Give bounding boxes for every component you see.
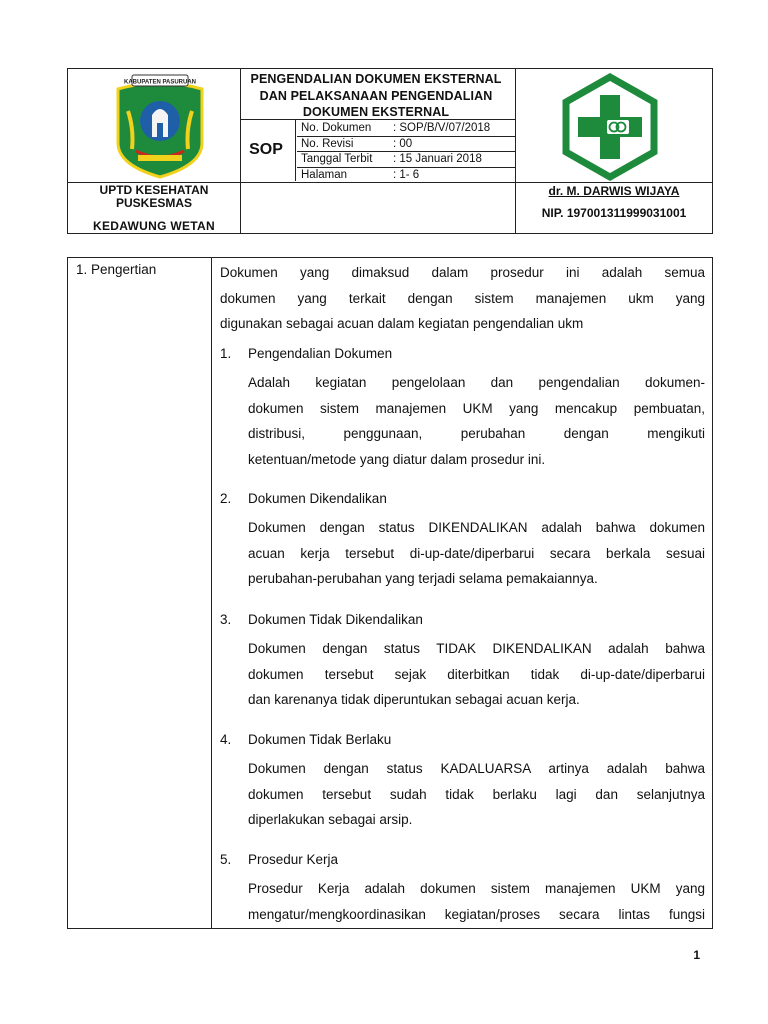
section-label: 1. Pengertian (76, 262, 157, 277)
text-line: Prosedur Kerja adalah dokumen sistem manajemen UKM yang (248, 881, 705, 896)
sop-body-table (67, 257, 713, 929)
text-line: acuan kerja tersebut di-up-date/diperbarui secara berkala sesuai (248, 545, 705, 561)
list-heading: Dokumen Tidak Berlaku (248, 732, 392, 747)
text-line: Dokumen dengan status KADALUARSA artinya adalah bahwa (248, 761, 705, 776)
text-line: mengatur/mengkoordinasikan kegiatan/proses secara lintas fungsi (248, 906, 705, 922)
text-line: dokumen sistem manajemen UKM yang mencakup pembuatan, (248, 400, 705, 416)
text-line: Dokumen dengan status TIDAK DIKENDALIKAN adalah bahwa (248, 641, 705, 656)
sop-header-table (67, 68, 713, 234)
meta-key: No. Dokumen (301, 122, 372, 134)
text-line: perubahan-perubahan yang terjadi selama pemakaiannya. (248, 571, 598, 586)
puskesmas-cross-logo (558, 73, 662, 181)
list-heading: Prosedur Kerja (248, 852, 339, 867)
list-description (248, 370, 705, 472)
kabupaten-pasuruan-crest-logo (108, 73, 212, 181)
meta-row-issue-date (297, 152, 515, 168)
divider (295, 119, 296, 181)
intro-paragraph (220, 260, 705, 337)
organization-line: UPTD KESEHATAN (99, 183, 209, 197)
list-description (248, 876, 705, 927)
text-line: diperlakukan sebagai arsip. (248, 812, 413, 827)
list-heading: Pengendalian Dokumen (248, 346, 393, 361)
signatory-name: dr. M. DARWIS WIJAYA (548, 184, 680, 198)
text-line: digunakan sebagai acuan dalam kegiatan pengendalian ukm (220, 316, 584, 331)
sop-label: SOP (249, 141, 283, 158)
list-number: 5. (220, 852, 232, 867)
meta-row-revision (297, 137, 515, 153)
meta-key: No. Revisi (301, 137, 354, 150)
list-description (248, 636, 705, 713)
meta-value: : 15 Januari 2018 (393, 153, 482, 165)
svg-text:KABUPATEN PASURUAN: KABUPATEN PASURUAN (124, 79, 196, 86)
text-line: Dokumen yang dimaksud dalam prosedur ini adalah semua (220, 265, 705, 280)
list-description (248, 515, 705, 592)
text-line: dokumen yang terkait dengan sistem manajemen ukm yang (220, 290, 705, 306)
text-line: Dokumen dengan status DIKENDALIKAN adalah bahwa dokumen (248, 520, 705, 535)
text-line: dan karenanya tidak diperuntukan sebagai acuan kerja. (248, 692, 580, 707)
list-number: 1. (220, 346, 232, 361)
meta-value: : 00 (393, 137, 413, 150)
meta-key: Tanggal Terbit (301, 153, 373, 165)
document-title: PENGENDALIAN DOKUMEN EKSTERNAL DAN PELAKSANAAN PENGENDALIAN DOKUMEN EKSTERNAL (250, 72, 502, 119)
text-line: ketentuan/metode yang diatur dalam prosedur ini. (248, 451, 546, 467)
text-line: Adalah kegiatan pengelolaan dan pengendalian dokumen- (248, 375, 705, 390)
list-description (248, 756, 705, 833)
list-number: 3. (220, 612, 232, 627)
text-line: distribusi, penggunaan, perubahan dengan mengikuti (248, 426, 705, 441)
meta-value: : 1- 6 (393, 168, 420, 181)
meta-row-page (297, 168, 515, 183)
document-meta-table (297, 121, 515, 182)
meta-value: : SOP/B/V/07/2018 (393, 122, 491, 134)
list-heading: Dokumen Tidak Dikendalikan (248, 612, 423, 627)
organization-line: KEDAWUNG WETAN (93, 219, 215, 233)
page-number: 1 (693, 948, 700, 962)
text-line: dokumen tersebut sejak diterbitkan tidak di-up-date/diperbarui (248, 666, 705, 682)
list-number: 4. (220, 732, 232, 747)
signatory-nip: NIP. 197001311999031001 (541, 206, 687, 220)
organization-line: PUSKESMAS (115, 196, 192, 210)
list-heading: Dokumen Dikendalikan (248, 491, 387, 506)
meta-key: Halaman (301, 168, 348, 181)
list-number: 2. (220, 491, 232, 506)
meta-row-document-number (297, 121, 515, 137)
text-line: dokumen tersebut sudah tidak berlaku lagi dan selanjutnya (248, 786, 705, 802)
divider (211, 258, 212, 928)
